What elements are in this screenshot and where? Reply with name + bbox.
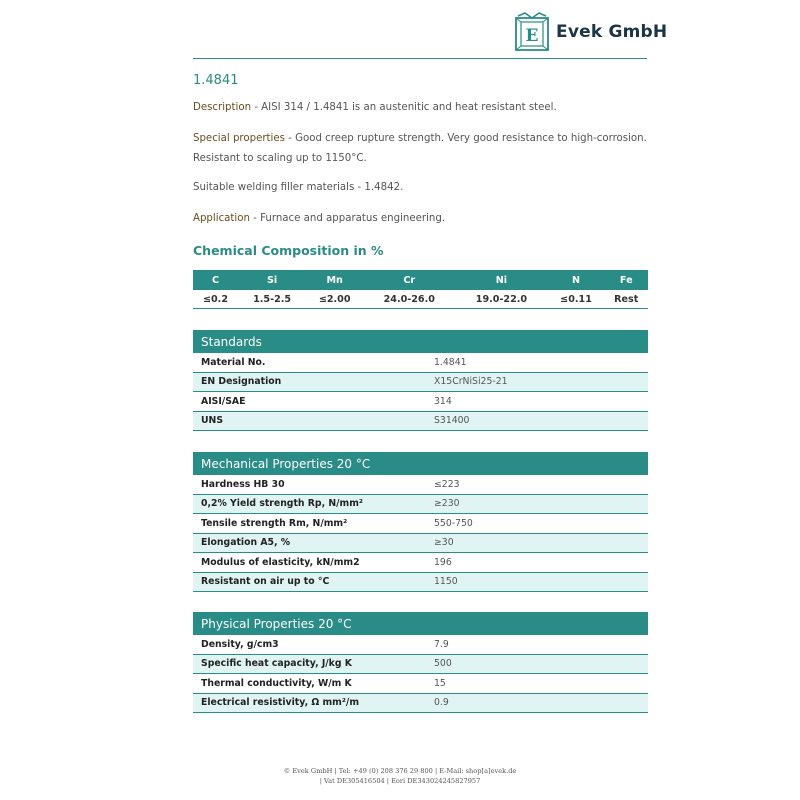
row-key: Thermal conductivity, W/m K	[193, 674, 426, 694]
row-value: 1150	[426, 572, 648, 592]
row-key: Hardness HB 30	[193, 475, 426, 494]
row-value: 1.4841	[426, 353, 648, 372]
description-label: Description	[193, 102, 252, 113]
welding-text: Suitable welding filler materials - 1.4842.	[193, 182, 404, 193]
row-value: ≥30	[426, 533, 648, 553]
chem-header-fe: Fe	[605, 270, 648, 290]
chem-header-mn: Mn	[306, 270, 363, 290]
row-value: ≥230	[426, 494, 648, 514]
row-value: 0.9	[426, 693, 648, 713]
standards-title: Standards	[193, 330, 648, 353]
physical-properties-table	[193, 612, 648, 713]
chem-value-fe: Rest	[605, 290, 648, 309]
row-value: 550-750	[426, 514, 648, 534]
chem-value-mn: ≤2.00	[306, 290, 363, 309]
application-paragraph	[193, 209, 653, 229]
row-key: Elongation A5, %	[193, 533, 426, 553]
special-properties-label: Special properties	[193, 133, 285, 144]
table-row	[193, 353, 648, 372]
chem-value-ni: 19.0-22.0	[455, 290, 547, 309]
chem-header-n: N	[548, 270, 605, 290]
row-key: Resistant on air up to °C	[193, 572, 426, 592]
header-divider	[193, 58, 647, 59]
welding-paragraph	[193, 178, 653, 198]
table-row	[193, 635, 648, 654]
chem-value-c: ≤0.2	[193, 290, 238, 309]
chemical-value-row	[193, 290, 648, 309]
special-properties-text-line2: Resistant to scaling up to 1150°C.	[193, 153, 367, 164]
company-logo	[514, 12, 667, 52]
row-value: X15CrNiSi25-21	[426, 372, 648, 392]
standards-table	[193, 330, 648, 431]
footer-tax-line: | Vat DE305416504 | Eori DE343024245827957	[319, 777, 481, 785]
row-key: 0,2% Yield strength Rp, N/mm²	[193, 494, 426, 514]
chemical-composition-table	[193, 270, 648, 309]
chem-value-cr: 24.0-26.0	[363, 290, 455, 309]
table-row	[193, 514, 648, 534]
special-properties-paragraph	[193, 129, 653, 169]
table-row	[193, 674, 648, 694]
row-value: 314	[426, 392, 648, 412]
chem-value-n: ≤0.11	[548, 290, 605, 309]
shield-logo-icon	[514, 12, 550, 52]
row-value: S31400	[426, 411, 648, 431]
chemical-header-row	[193, 270, 648, 290]
chem-header-ni: Ni	[455, 270, 547, 290]
page-footer	[0, 766, 800, 786]
row-key: UNS	[193, 411, 426, 431]
table-row	[193, 693, 648, 713]
mechanical-properties-table	[193, 452, 648, 592]
table-row	[193, 475, 648, 494]
row-key: Tensile strength Rm, N/mm²	[193, 514, 426, 534]
table-row	[193, 494, 648, 514]
row-key: EN Designation	[193, 372, 426, 392]
row-value: ≤223	[426, 475, 648, 494]
row-key: AISI/SAE	[193, 392, 426, 412]
chem-header-cr: Cr	[363, 270, 455, 290]
description-paragraph	[193, 98, 653, 118]
mechanical-properties-title: Mechanical Properties 20 °C	[193, 452, 648, 475]
chem-value-si: 1.5-2.5	[238, 290, 306, 309]
row-key: Electrical resistivity, Ω mm²/m	[193, 693, 426, 713]
physical-properties-title: Physical Properties 20 °C	[193, 612, 648, 635]
table-row	[193, 553, 648, 573]
table-row	[193, 533, 648, 553]
svg-text:E: E	[525, 26, 539, 46]
table-row	[193, 654, 648, 674]
document-title: 1.4841	[193, 73, 239, 88]
special-properties-text: - Good creep rupture strength. Very good resistance to high-corrosion.	[284, 133, 647, 144]
description-text: - AISI 314 / 1.4841 is an austenitic and heat resistant steel.	[251, 102, 557, 113]
table-row	[193, 392, 648, 412]
row-value: 196	[426, 553, 648, 573]
application-text: - Furnace and apparatus engineering.	[249, 213, 446, 224]
table-row	[193, 411, 648, 431]
row-key: Material No.	[193, 353, 426, 372]
row-key: Modulus of elasticity, kN/mm2	[193, 553, 426, 573]
row-value: 15	[426, 674, 648, 694]
row-value: 500	[426, 654, 648, 674]
chem-header-c: C	[193, 270, 238, 290]
row-key: Density, g/cm3	[193, 635, 426, 654]
application-label: Application	[193, 213, 250, 224]
chemical-composition-title: Chemical Composition in %	[193, 243, 384, 258]
row-key: Specific heat capacity, J/kg K	[193, 654, 426, 674]
table-row	[193, 372, 648, 392]
chem-header-si: Si	[238, 270, 306, 290]
company-name: Evek GmbH	[556, 22, 668, 42]
row-value: 7.9	[426, 635, 648, 654]
table-row	[193, 572, 648, 592]
footer-contact-line: © Evek GmbH | Tel: +49 (0) 208 376 29 800 | E-Mail: shop[a]evek.de	[283, 767, 517, 775]
